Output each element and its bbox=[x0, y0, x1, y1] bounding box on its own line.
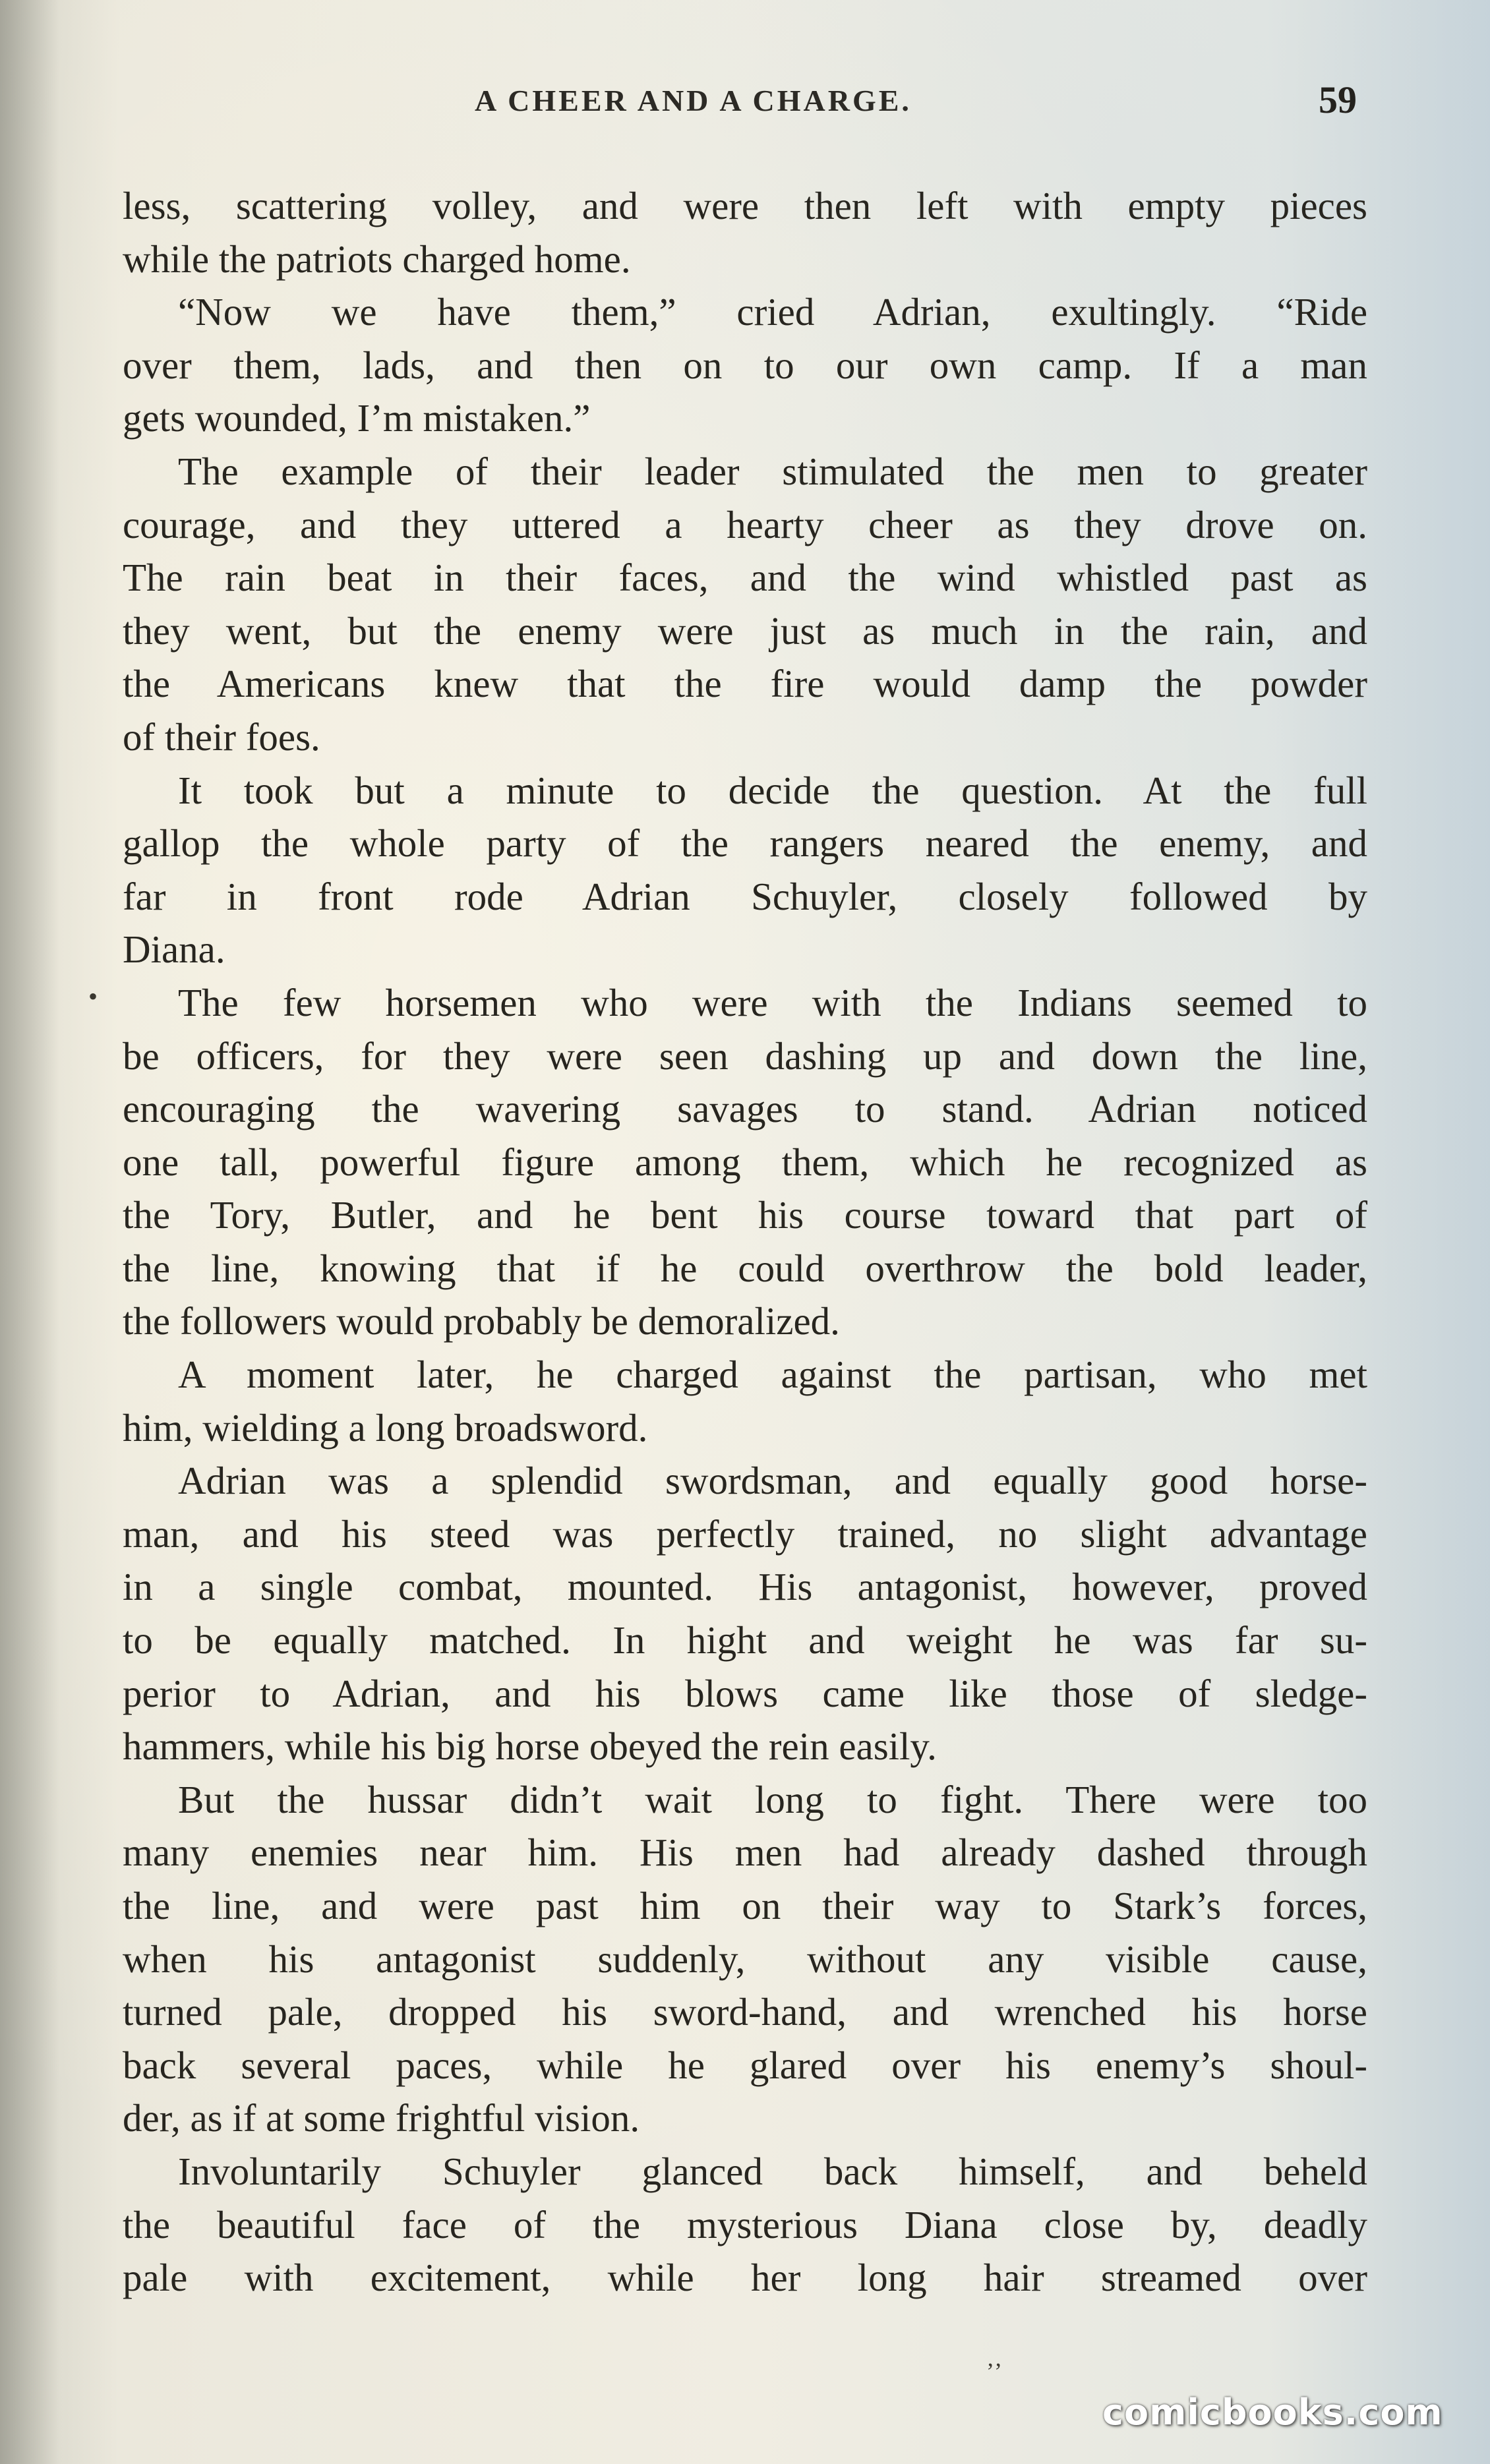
text-line: the Americans knew that the fire would damp the powder bbox=[123, 662, 1367, 706]
text-line: many enemies near him. His men had already dashed through bbox=[123, 1831, 1367, 1875]
text-line: Adrian was a splendid swordsman, and equally good horse- bbox=[178, 1459, 1367, 1503]
text-line: over them, lads, and then on to our own camp. If a man bbox=[123, 343, 1367, 387]
text-line: less, scattering volley, and were then left with empty pieces bbox=[123, 184, 1367, 227]
text-line: courage, and they uttered a hearty cheer as they drove on. bbox=[123, 502, 1367, 546]
text-line: perior to Adrian, and his blows came like those of sledge- bbox=[123, 1671, 1367, 1715]
text-line: gets wounded, I’m mistaken.” bbox=[123, 396, 591, 440]
text-line: back several paces, while he glared over his enemy’s shoul- bbox=[123, 2043, 1367, 2087]
running-head: A CHEER AND A CHARGE. bbox=[475, 84, 912, 117]
text-line: The few horsemen who were with the Indians seemed to bbox=[178, 980, 1367, 1024]
text-line: encouraging the wavering savages to stand. Adrian noticed bbox=[123, 1087, 1367, 1131]
text-line: man, and his steed was perfectly trained, no slight advantage bbox=[123, 1511, 1367, 1556]
text-line: Involuntarily Schuyler glanced back himself, and beheld bbox=[178, 2149, 1367, 2193]
stray-tick-mark: ‚‚ bbox=[986, 2345, 1002, 2371]
text-line: the Tory, Butler, and he bent his course toward that part of bbox=[123, 1193, 1367, 1237]
text-line: But the hussar didn’t wait long to fight. There were too bbox=[178, 1777, 1367, 1821]
page-header bbox=[0, 78, 1490, 131]
text-line: of their foes. bbox=[123, 715, 320, 759]
text-line: one tall, powerful figure among them, which he recognized as bbox=[123, 1140, 1367, 1184]
text-line: the followers would probably be demoralized. bbox=[123, 1299, 840, 1343]
text-line: the line, knowing that if he could overthrow the bold leader, bbox=[123, 1246, 1367, 1290]
text-line: It took but a minute to decide the question. At the full bbox=[178, 768, 1367, 812]
text-line: when his antagonist suddenly, without any visible cause, bbox=[123, 1937, 1367, 1981]
text-line: “Now we have them,” cried Adrian, exultingly. “Ride bbox=[178, 290, 1367, 334]
text-line: The rain beat in their faces, and the wind whistled past as bbox=[123, 556, 1367, 600]
text-line: him, wielding a long broadsword. bbox=[123, 1405, 648, 1450]
text-line: the beautiful face of the mysterious Diana close by, deadly bbox=[123, 2202, 1367, 2246]
watermark: comicbooks.com bbox=[1102, 2391, 1443, 2433]
body-text bbox=[123, 179, 1367, 2304]
text-line: The example of their leader stimulated the men to greater bbox=[178, 449, 1367, 493]
text-line: in a single combat, mounted. His antagonist, however, proved bbox=[123, 1565, 1367, 1609]
page-gutter-shadow bbox=[0, 0, 59, 2464]
text-line: A moment later, he charged against the partisan, who met bbox=[178, 1353, 1367, 1397]
text-line: far in front rode Adrian Schuyler, closely followed by bbox=[123, 874, 1367, 918]
text-line: turned pale, dropped his sword-hand, and wrenched his horse bbox=[123, 1990, 1367, 2034]
stray-dot-mark: • bbox=[88, 982, 98, 1011]
text-line: be officers, for they were seen dashing up and down the line, bbox=[123, 1034, 1367, 1078]
text-line: Diana. bbox=[123, 927, 225, 972]
text-line: pale with excitement, while her long hair streamed over bbox=[123, 2256, 1367, 2300]
text-line: hammers, while his big horse obeyed the rein easily. bbox=[123, 1724, 937, 1769]
page-number: 59 bbox=[1319, 78, 1357, 121]
text-line: the line, and were past him on their way to Stark’s forces, bbox=[123, 1884, 1367, 1927]
text-line: to be equally matched. In hight and weight he was far su- bbox=[123, 1618, 1367, 1662]
text-line: der, as if at some frightful vision. bbox=[123, 2096, 640, 2140]
text-line: while the patriots charged home. bbox=[123, 237, 631, 281]
text-line: gallop the whole party of the rangers neared the enemy, and bbox=[123, 821, 1367, 865]
text-line: they went, but the enemy were just as much in the rain, and bbox=[123, 608, 1367, 653]
